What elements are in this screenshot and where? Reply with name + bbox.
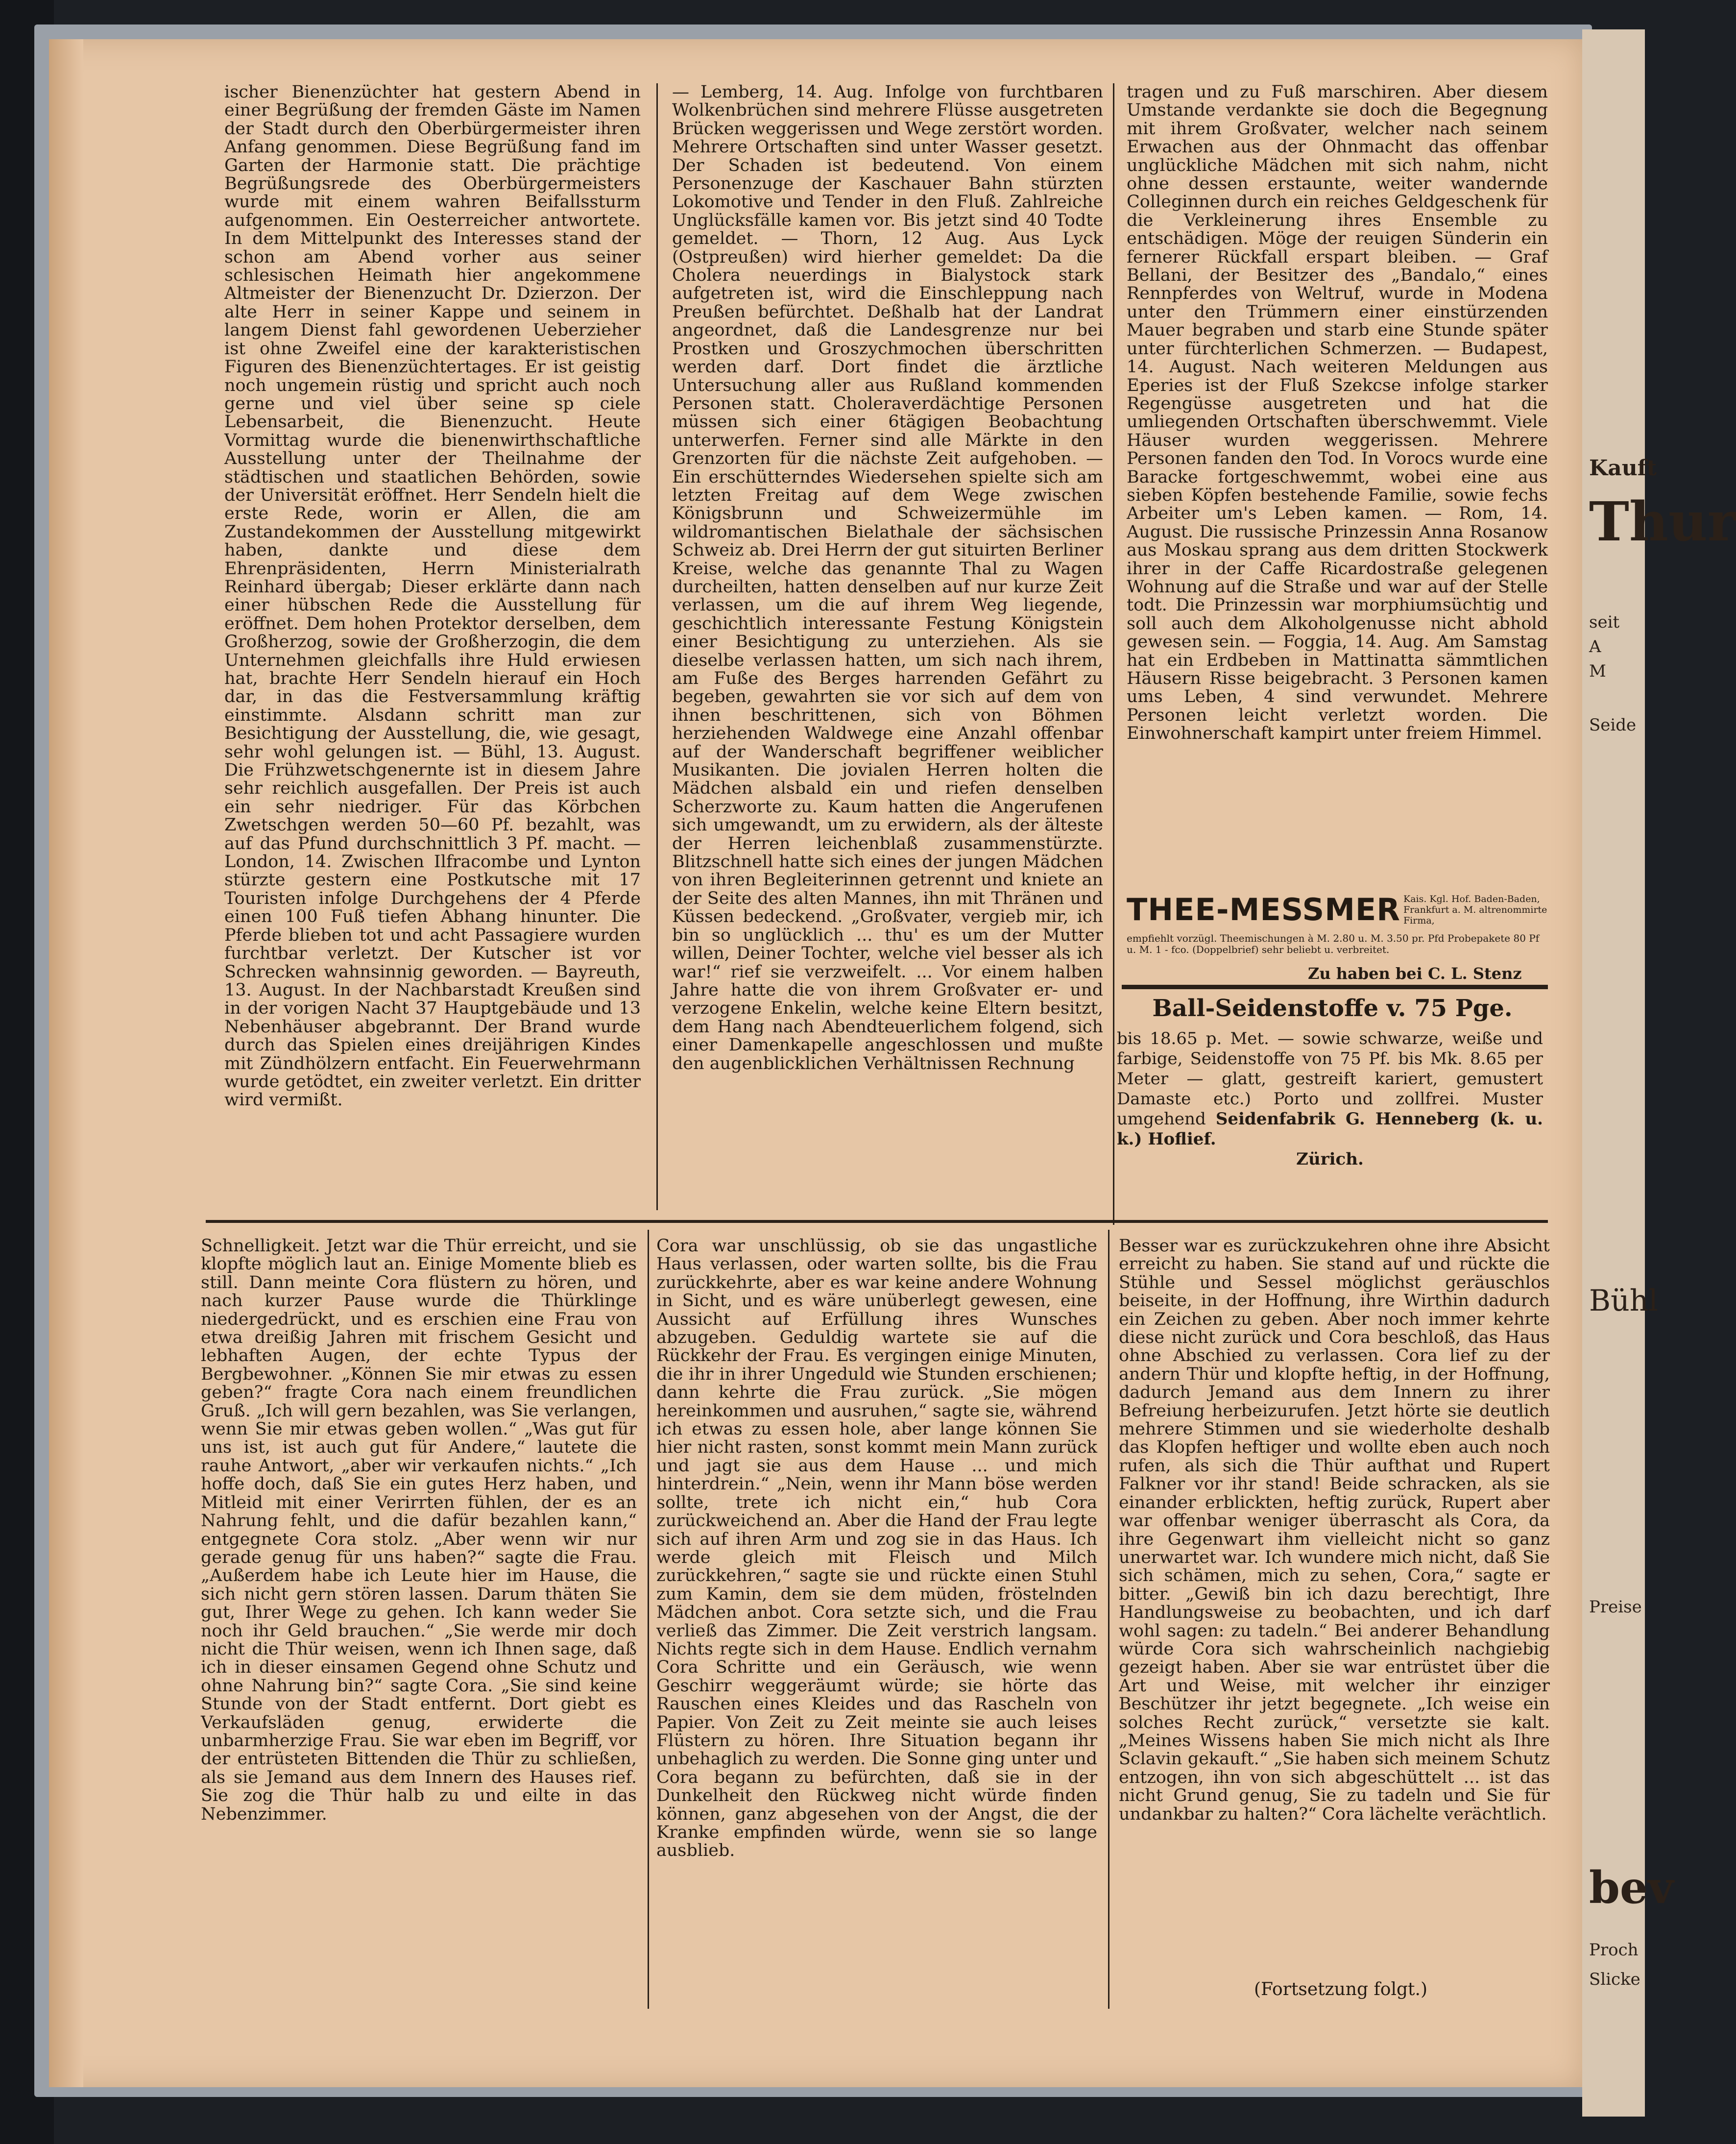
news-column-2 — [672, 83, 1103, 1225]
news-column-3-text: tragen und zu Fuß marschiren. Aber diesem Umstande verdankte sie doch die Begegnung mit ihrem Großvater, welcher nach seinem Erwachen aus der Ohnmacht das offenbar unglückliche Mädchen mit sich nahm, nicht ohne dessen erstaunte, weiter wandernde Colleginnen durch ein reiches Geldgeschenk für die Verkleinerung ihres Ensemble zu entschädigen. Möge der reuigen Sünderin ein fernerer Rückfall erspart bleiben. — Graf Bellani, der Besitzer des „Bandalo,“ eines Rennpferdes von Weltruf, wurde in Modena unter den Trümmern einer einstürzenden Mauer begraben und starb eine Stunde später unter fürchterlichen Schmerzen. — Budapest, 14. August. Nach weiteren Meldungen aus Eperies ist der Fluß Szekcse infolge starker Regengüsse ausgetreten und hat die umliegenden Ortschaften überschwemmt. Viele Häuser wurden weggerissen. Mehrere Personen fanden den Tod. In Vorocs wurde eine Baracke fortgeschwemmt, wobei eine aus sieben Köpfen bestehende Familie, sowie fechs Arbeiter um's Leben kamen. — Rom, 14. August. Die russische Prinzessin Anna Rosanow aus Moskau sprang aus dem dritten Stockwerk ihrer in der Caffe Ricardostraße gelegenen Wohnung auf die Straße und war auf der Stelle todt. Die Prinzessin war morphiumsüchtig und soll auch dem Alkoholgenusse nicht abhold gewesen sein. — Foggia, 14. Aug. Am Samstag hat ein Erdbeben in Mattinatta sämmtlichen Häusern Risse beigebracht. 3 Personen kamen ums Leben, 4 sind verwundet. Mehrere Personen leicht verletzt worden. Die Einwohnerschaft kampirt unter freiem Himmel. — [1127, 82, 1548, 744]
news-column-3 — [1127, 83, 1548, 887]
advertisement-thee-messmer — [1127, 892, 1548, 985]
next-page-fragment: Thur — [1589, 490, 1736, 553]
ad-ball-city: Zürich. — [1296, 1149, 1364, 1169]
next-page-fragment: bev — [1589, 1862, 1674, 1914]
news-column-1 — [224, 83, 641, 1205]
story-column-2-text: Cora war unschlüssig, ob sie das ungastliche Haus verlassen, oder warten sollte, bis die Frau zurückkehrte, aber es war keine andere Wohnung in Sicht, und es wäre unüberlegt gewesen, eine Aussicht auf Erfüllung ihres Wunsches abzugeben. Geduldig wartete sie auf die Rückkehr der Frau. Es vergingen einige Minuten, die ihr in ihrer Ungeduld wie Stunden erschienen; dann kehrte die Frau zurück. „Sie mögen hereinkommen und ausruhen,“ sagte sie, während ich etwas zu essen hole, aber lange können Sie hier nicht rasten, sonst kommt mein Mann zurück und jagt sie aus dem Hause ... und mich hinterdrein.“ „Nein, wenn ihr Mann böse werden sollte, trete ich nicht ein,“ hub Cora zurückweichend an. Aber die Hand der Frau legte sich auf ihren Arm und zog sie in das Haus. Ich werde gleich mit Fleisch und Milch zurückkehren,“ sagte sie und rückte einen Stuhl zum Kamin, dem sie dem müden, fröstelnden Mädchen anbot. Cora setzte sich, und die Frau verließ das Zimmer. Die Zeit verstrich langsam. Nichts regte sich in dem Hause. Endlich vernahm Cora Schritte und ein Geräusch, wie wenn Geschirr weggeräumt würde; sie hörte das Rauschen eines Kleides und das Rascheln von Papier. Von Zeit zu Zeit meinte sie auch leises Flüstern zu hören. Ihre Situation begann ihr unbehaglich zu werden. Die Sonne ging unter und Cora begann zu befürchten, daß sie in der Dunkelheit den Rückweg nicht würde finden können, ganz abgesehen von der Angst, die der Kranke empfinden würde, wenn sie so lange ausblieb. — [656, 1236, 1097, 1861]
ad-thee-seller: Zu haben bei C. L. Stenz — [1308, 964, 1522, 983]
news-column-1-text: ischer Bienenzüchter hat gestern Abend in einer Begrüßung der fremden Gäste im Namen der Stadt durch den Oberbürgermeister ihren Anfang genommen. Diese Begrüßung fand im Garten der Harmonie statt. Die prächtige Begrüßungsrede des Oberbürgermeisters wurde mit einem wahren Beifallssturm aufgenommen. Ein Oesterreicher antwortete. In dem Mittelpunkt des Interesses stand der schon am Abend vorher aus seiner schlesischen Heimath hier angekommene Altmeister der Bienenzucht Dr. Dzierzon. Der alte Herr in seiner Kappe und seinem in langem Dienst fahl gewordenen Ueberzieher ist ohne Zweifel eine der karakteristischen Figuren des Bienenzüchtertages. Er ist geistig noch ungemein rüstig und spricht auch noch gerne und viel über seine sp ciele Lebensarbeit, die Bienenzucht. Heute Vormittag wurde die bienenwirthschaftliche Ausstellung unter der Theilnahme der städtischen und staatlichen Behörden, sowie der Universität eröffnet. Herr Sendeln hielt die erste Rede, worin er Allen, die am Zustandekommen der Ausstellung mitgewirkt haben, dankte und diese dem Ehrenpräsidenten, Herrn Ministerialrath Reinhard übergab; Dieser erklärte dann nach einer hübschen Rede die Ausstellung für eröffnet. Dem hohen Protektor derselben, dem Großherzog, sowie der Großherzogin, die dem Unternehmen gleichfalls ihre Huld erwiesen hat, brachte Herr Sendeln hierauf ein Hoch dar, in das die Festversammlung kräftig einstimmte. Alsdann schritt man zur Besichtigung der Ausstellung, die, wie gesagt, sehr wohl gelungen ist. — Bühl, 13. August. Die Frühzwetschgenernte ist in diesem Jahre sehr reichlich ausgefallen. Der Preis ist auch ein sehr niedriger. Für das Körbchen Zwetschgen werden 50—60 Pf. bezahlt, was auf das Pfund durchschnittlich 3 Pf. macht. — London, 14. Zwischen Ilfracombe und Lynton stürzte gestern eine Postkutsche mit 17 Touristen infolge Durchgehens der 4 Pferde einen 100 Fuß tiefen Abhang hinunter. Die Pferde blieben tot und acht Passagiere wurden furchtbar verletzt. Der Kutscher ist vor Schrecken wahnsinnig geworden. — Bayreuth, 13. August. In der Nachbarstadt Kreußen sind in der vorigen Nacht 37 Hauptgebäude und 13 Nebenhäuser abgebrannt. Der Brand wurde durch das Spielen eines dreijährigen Kindes mit Zündhölzern entfacht. Ein Feuerwehrmann wurde getödtet, ein zweiter verletzt. Ein dritter wird vermißt. — [224, 82, 641, 1110]
story-column-3-text: Besser war es zurückzukehren ohne ihre Absicht erreicht zu haben. Sie stand auf und rückte die Stühle und Sessel möglichst geräuschlos beiseite, in der Hoffnung, ihre Wirthin dadurch ein Zeichen zu geben. Aber noch immer kehrte diese nicht zurück und Cora beschloß, das Haus ohne Abschied zu verlassen. Cora lief zu der andern Thür und klopfte heftig, in der Hoffnung, dadurch Jemand aus dem Innern zu ihrer Befreiung herbeizurufen. Jetzt hörte sie deutlich mehrere Stimmen und sie wiederholte deshalb das Klopfen heftiger und wollte eben auch noch rufen, als sich die Thür aufthat und Rupert Falkner vor ihr stand! Beide schracken, als sie einander erblickten, heftig zurück, Rupert aber war offenbar weniger überrascht als Cora, da ihre Gegenwart ihm vielleicht nicht so ganz unerwartet war. Ich wundere mich nicht, daß Sie sich schämen, mich zu sehen, Cora,“ sagte er bitter. „Gewiß bin ich dazu berechtigt, Ihre Handlungsweise zu beobachten, und ich darf wohl sagen: zu tadeln.“ Bei anderer Behandlung würde Cora sich wahrscheinlich nachgiebig gezeigt haben. Aber sie war entrüstet über die Art und Weise, mit welcher ihr einziger Beschützer ihr jetzt begegnete. „Ich weise ein solches Recht zurück,“ versetzte sie kalt. „Meines Wissens haben Sie mich nicht als Ihre Sclavin gekauft.“ „Sie haben sich meinem Schutz entzogen, ihn von sich abgeschüttelt ... ist das nicht Grund genug, Sie zu tadeln und Sie für undankbar zu halten?“ Cora lächelte verächtlich. — [1119, 1236, 1550, 1824]
page-edge-shadow — [49, 39, 83, 2087]
next-page-fragment: Slicke — [1589, 1970, 1640, 1989]
next-page-fragment: seit — [1589, 612, 1620, 632]
column-rule-2 — [1113, 83, 1114, 1225]
story-column-1 — [201, 1237, 637, 2001]
story-column-2 — [656, 1237, 1097, 2001]
next-page-fragment: Bühl — [1589, 1284, 1658, 1318]
next-page-fragment: Kauft — [1589, 456, 1657, 481]
story-column-3 — [1119, 1237, 1550, 1972]
ad-thee-description: empfiehlt vorzügl. Theemischungen à M. 2.80 u. M. 3.50 pr. Pfd Probepakete 80 Pf u. M. 1 - fco. (Doppelbrief) sehr beliebt u. verbreitet. — [1127, 932, 1540, 955]
ad-thee-address: Kais. Kgl. Hof. Baden-Baden, Frankfurt a. M. altrenommirte Firma, — [1403, 894, 1547, 926]
ad-divider-thick — [1122, 985, 1548, 989]
column-rule-1 — [656, 83, 658, 1210]
ad-ball-headline: Ball-Seidenstoffe v. 75 Pge. — [1152, 995, 1513, 1022]
advertisement-ball-seidenstoffe — [1117, 995, 1548, 1215]
next-page-fragment: Proch — [1589, 1940, 1639, 1960]
ad-thee-brand: THEE-MESSMER — [1127, 892, 1400, 927]
adjacent-page-strip — [1582, 29, 1736, 2117]
section-divider — [206, 1220, 1548, 1223]
next-page-fragment: M — [1589, 661, 1606, 681]
next-page-fragment: Seide — [1589, 715, 1637, 735]
news-column-2-text: — Lemberg, 14. Aug. Infolge von furchtbaren Wolkenbrüchen sind mehrere Flüsse ausgetreten Brücken weggerissen und Wege zerstört worden. Mehrere Ortschaften sind unter Wasser gesetzt. Der Schaden ist bedeutend. Von einem Personenzuge der Kaschauer Bahn stürzten Lokomotive und Tender in den Fluß. Zahlreiche Unglücksfälle kamen vor. Bis jetzt sind 40 Todte gemeldet. — Thorn, 12 Aug. Aus Lyck (Ostpreußen) wird hierher gemeldet: Da die Cholera neuerdings in Bialystock stark aufgetreten ist, wird die Einschleppung nach Preußen befürchtet. Deßhalb hat der Landrat angeordnet, daß die Landesgrenze nur bei Prostken und Groszychmochen überschritten werden darf. Dort findet die ärztliche Untersuchung aller aus Rußland kommenden Personen statt. Choleraverdächtige Personen müssen sich einer 6tägigen Beobachtung unterwerfen. Ferner sind alle Märkte in den Grenzorten für die nächste Zeit aufgehoben. — Ein erschütterndes Wiedersehen spielte sich am letzten Freitag auf dem Wege zwischen Königsbrunn und Schweizermühle im wildromantischen Bielathale der sächsischen Schweiz ab. Drei Herrn der gut situirten Berliner Kreise, welche das genannte Thal zu Wagen durcheilten, hatten denselben auf nur kurze Zeit verlassen, um die auf ihrem Weg liegende, geschichtlich interessante Festung Königstein einer Besichtigung zu unterziehen. Als sie dieselbe verlassen hatten, um sich nach ihrem, am Fuße des Berges harrenden Gefährt zu begeben, gewahrten sie vor sich auf dem von ihnen beschrittenen, sich von Böhmen herziehenden Waldwege eine Anzahl offenbar auf der Wanderschaft begriffener weiblicher Musikanten. Die jovialen Herren holten die Mädchen alsbald ein und riefen denselben Scherzworte zu. Kaum hatten die Angerufenen sich umgewandt, um zu erwidern, als der älteste der Herren leichenblaß zusammenstürzte. Blitzschnell hatte sich eines der jungen Mädchen von ihren Begleiterinnen getrennt und kniete an der Seite des alten Mannes, ihn mit Thränen und Küssen bedeckend. „Großvater, vergieb mir, ich bin so unglücklich ... thu' es um der Mutter willen, Deiner Tochter, welche viel besser als ich war!“ rief sie verzweifelt. ... Vor einem halben Jahre hatte die von ihrem Großvater er- und verzogene Enkelin, welche keine Eltern besitzt, dem Hang nach Abendteuerlichem folgend, sich einer Damenkapelle angeschlossen und mußte den augenblicklichen Verhältnissen Rechnung — [672, 82, 1103, 1073]
ad-ball-body — [1117, 1029, 1543, 1169]
ad-ball-text: bis 18.65 p. Met. — sowie schwarze, weiße und farbige, Seidenstoffe von 75 Pf. bis Mk. 8.65 per Meter — glatt, gestreift kariert, gemustert Damaste etc.) Porto und zollfrei. Muster umgehend — [1117, 1029, 1543, 1129]
story-column-1-text: Schnelligkeit. Jetzt war die Thür erreicht, und sie klopfte möglich laut an. Einige Momente blieb es still. Dann meinte Cora flüstern zu hören, und nach kurzer Pause wurde die Thürklinge niedergedrückt, und es erschien eine Frau von etwa dreißig Jahren mit frischem Gesicht und lebhaften Augen, der echte Typus der Bergbewohner. „Können Sie mir etwas zu essen geben?“ fragte Cora nach einem freundlichen Gruß. „Ich will gern bezahlen, was Sie verlangen, wenn Sie mir etwas geben wollen.“ „Was gut für uns ist, ist auch gut für Andere,“ lautete die rauhe Antwort, „aber wir verkaufen nichts.“ „Ich hoffe doch, daß Sie ein gutes Herz haben, und Mitleid mit einer Verirrten fühlen, der es an Nahrung fehlt, und die dafür bezahlen kann,“ entgegnete Cora stolz. „Aber wenn wir nur gerade genug für uns haben?“ sagte die Frau. „Außerdem habe ich Leute hier im Hause, die sich nicht gern stören lassen. Darum thäten Sie gut, Ihrer Wege zu gehen. Ich kann weder Sie noch ihr Geld brauchen.“ „Sie werde mir doch nicht die Thür weisen, wenn ich Ihnen sage, daß ich in dieser einsamen Gegend ohne Schutz und ohne Nahrung bin?“ sagte Cora. „Sie sind keine Stunde von der Stadt entfernt. Dort giebt es Verkaufsläden genug, erwiderte die unbarmherzige Frau. Sie war eben im Begriff, vor der entrüsteten Bittenden die Thür zu schließen, als sie Jemand aus dem Innern des Hauses rief. Sie zog die Thür halb zu und eilte in das Nebenzimmer. — [201, 1236, 637, 1824]
story-rule-1 — [648, 1230, 649, 2009]
ad-ball-firm: Seidenfabrik G. Henneberg (k. u. k.) Hoflief. — [1117, 1109, 1543, 1149]
story-rule-2 — [1108, 1230, 1109, 2009]
next-page-fragment: A — [1589, 637, 1601, 657]
next-page-fragment: Preise — [1589, 1597, 1642, 1617]
to-be-continued: (Fortsetzung folgt.) — [1254, 1979, 1427, 1999]
